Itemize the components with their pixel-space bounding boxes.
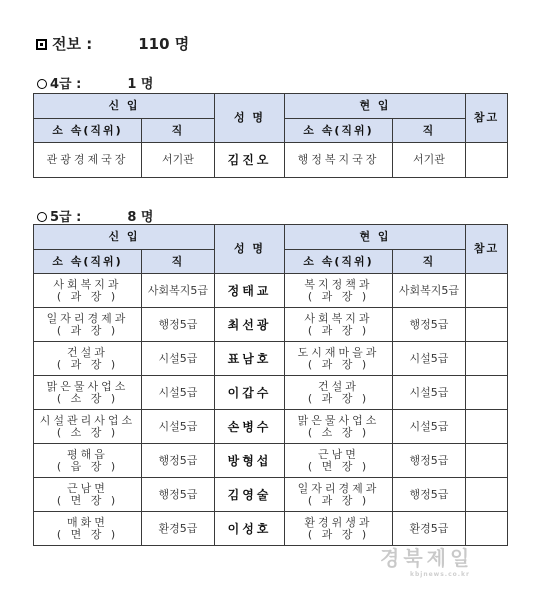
table-row <box>34 478 508 512</box>
note-cell <box>466 308 508 342</box>
note-cell <box>466 342 508 376</box>
new-dept-cell-position: ( 소 장 ) <box>56 425 119 439</box>
name-cell: 김영술 <box>215 478 285 512</box>
new-grade-cell: 시설5급 <box>142 342 215 376</box>
cur-dept-cell <box>285 478 393 512</box>
cur-grade-cell: 서기관 <box>393 143 466 178</box>
note-cell <box>466 274 508 308</box>
cur-dept-cell-position: ( 과 장 ) <box>307 493 370 507</box>
cur-grade-cell: 사회복지5급 <box>393 274 466 308</box>
new-dept-cell-position: ( 과 장 ) <box>56 289 119 303</box>
circle-bullet-icon <box>37 212 47 222</box>
cur-dept-cell <box>285 143 393 178</box>
cur-dept-cell <box>285 274 393 308</box>
section-title-grade5 <box>37 206 153 225</box>
note-cell <box>466 444 508 478</box>
section-title-grade4 <box>37 73 153 92</box>
new-dept-cell <box>34 342 142 376</box>
new-dept-cell <box>34 376 142 410</box>
new-dept-cell-title: 사회복지과 <box>53 277 122 291</box>
new-grade-cell: 사회복지5급 <box>142 274 215 308</box>
transfer-table-grade5 <box>33 224 508 546</box>
section-label: 4급 : <box>50 77 82 92</box>
cur-dept-cell <box>285 308 393 342</box>
cur-grade-cell: 환경5급 <box>393 512 466 546</box>
cur-dept-cell-title: 도시재마을과 <box>297 345 380 359</box>
watermark-text: 경북제일 <box>380 546 474 570</box>
header-new: 신 입 <box>34 94 215 119</box>
header-current: 현 입 <box>285 225 466 250</box>
new-dept-cell-title: 근남면 <box>67 481 108 495</box>
cur-dept-cell <box>285 512 393 546</box>
table-row <box>34 444 508 478</box>
new-dept-cell-position: ( 과 장 ) <box>56 357 119 371</box>
note-cell <box>466 410 508 444</box>
page-heading <box>36 33 189 54</box>
cur-grade-cell: 시설5급 <box>393 342 466 376</box>
cur-dept-cell-title: 근남면 <box>318 447 359 461</box>
name-cell: 최선광 <box>215 308 285 342</box>
table-row <box>34 410 508 444</box>
new-dept-cell-title: 건설과 <box>67 345 108 359</box>
cur-dept-cell-title: 행정복지국장 <box>297 153 380 166</box>
name-cell: 방형섭 <box>215 444 285 478</box>
new-grade-cell: 행정5급 <box>142 444 215 478</box>
new-dept-cell-title: 관광경제국장 <box>46 153 129 166</box>
new-dept-cell-position: ( 과 장 ) <box>56 323 119 337</box>
cur-dept-cell-title: 건설과 <box>318 379 359 393</box>
new-dept-cell <box>34 512 142 546</box>
header-note: 참고 <box>466 94 508 143</box>
watermark-sub: kbjnews.co.kr <box>410 571 470 578</box>
header-current: 현 입 <box>285 94 466 119</box>
new-dept-cell <box>34 274 142 308</box>
table-row <box>34 308 508 342</box>
cur-grade-cell: 행정5급 <box>393 308 466 342</box>
cur-dept-cell-position: ( 과 장 ) <box>307 527 370 541</box>
new-dept-cell-title: 시설관리사업소 <box>39 413 136 427</box>
new-grade-cell: 환경5급 <box>142 512 215 546</box>
header-name: 성 명 <box>215 94 285 143</box>
section-count: 1 명 <box>127 77 154 92</box>
cur-grade-cell: 시설5급 <box>393 410 466 444</box>
cur-dept-cell-title: 복지정책과 <box>304 277 373 291</box>
new-dept-cell-title: 매화면 <box>67 515 108 529</box>
new-dept-cell-title: 일자리경제과 <box>46 311 129 325</box>
header-new: 신 입 <box>34 225 215 250</box>
cur-dept-cell-title: 환경위생과 <box>304 515 373 529</box>
note-cell <box>466 478 508 512</box>
heading-label: 전보 : <box>52 35 93 53</box>
header-cur-grade: 직 <box>393 119 466 143</box>
new-dept-cell <box>34 410 142 444</box>
table-row <box>34 274 508 308</box>
new-dept-cell <box>34 308 142 342</box>
new-dept-cell-position: ( 소 장 ) <box>56 391 119 405</box>
new-dept-cell-title: 평해읍 <box>67 447 108 461</box>
cur-dept-cell-title: 맑은물사업소 <box>297 413 380 427</box>
new-dept-cell <box>34 478 142 512</box>
header-note: 참고 <box>466 225 508 274</box>
cur-grade-cell: 행정5급 <box>393 444 466 478</box>
cur-grade-cell: 행정5급 <box>393 478 466 512</box>
table-row <box>34 512 508 546</box>
transfer-table-grade4 <box>33 93 508 178</box>
cur-dept-cell <box>285 376 393 410</box>
section-label: 5급 : <box>50 210 82 225</box>
new-dept-cell-position: ( 읍 장 ) <box>56 459 119 473</box>
cur-dept-cell-title: 일자리경제과 <box>297 481 380 495</box>
new-dept-cell-title: 맑은물사업소 <box>46 379 129 393</box>
name-cell: 김진오 <box>215 143 285 178</box>
note-cell <box>466 143 508 178</box>
cur-dept-cell <box>285 342 393 376</box>
name-cell: 이성호 <box>215 512 285 546</box>
new-grade-cell: 서기관 <box>142 143 215 178</box>
header-new-grade: 직 <box>142 119 215 143</box>
square-bullet-icon <box>36 39 47 50</box>
header-new-dept: 소 속(직위) <box>34 119 142 143</box>
new-grade-cell: 시설5급 <box>142 376 215 410</box>
table-row <box>34 143 508 178</box>
heading-count: 110 명 <box>138 35 190 53</box>
cur-dept-cell-title: 사회복지과 <box>304 311 373 325</box>
header-new-dept: 소 속(직위) <box>34 250 142 274</box>
cur-dept-cell-position: ( 과 장 ) <box>307 289 370 303</box>
cur-grade-cell: 시설5급 <box>393 376 466 410</box>
cur-dept-cell-position: ( 면 장 ) <box>307 459 370 473</box>
cur-dept-cell-position: ( 소 장 ) <box>307 425 370 439</box>
new-grade-cell: 행정5급 <box>142 478 215 512</box>
header-cur-grade: 직 <box>393 250 466 274</box>
new-dept-cell-position: ( 면 장 ) <box>56 527 119 541</box>
circle-bullet-icon <box>37 79 47 89</box>
header-cur-dept: 소 속(직위) <box>285 250 393 274</box>
section-count: 8 명 <box>127 210 154 225</box>
header-new-grade: 직 <box>142 250 215 274</box>
note-cell <box>466 376 508 410</box>
new-dept-cell-position: ( 면 장 ) <box>56 493 119 507</box>
new-dept-cell <box>34 444 142 478</box>
cur-dept-cell <box>285 444 393 478</box>
cur-dept-cell-position: ( 과 장 ) <box>307 323 370 337</box>
name-cell: 표남호 <box>215 342 285 376</box>
note-cell <box>466 512 508 546</box>
header-cur-dept: 소 속(직위) <box>285 119 393 143</box>
new-grade-cell: 시설5급 <box>142 410 215 444</box>
name-cell: 정태교 <box>215 274 285 308</box>
cur-dept-cell <box>285 410 393 444</box>
table-row <box>34 342 508 376</box>
header-name: 성 명 <box>215 225 285 274</box>
new-dept-cell <box>34 143 142 178</box>
cur-dept-cell-position: ( 과 장 ) <box>307 357 370 371</box>
name-cell: 이갑수 <box>215 376 285 410</box>
new-grade-cell: 행정5급 <box>142 308 215 342</box>
cur-dept-cell-position: ( 과 장 ) <box>307 391 370 405</box>
name-cell: 손병수 <box>215 410 285 444</box>
watermark-logo <box>380 542 473 578</box>
table-row <box>34 376 508 410</box>
